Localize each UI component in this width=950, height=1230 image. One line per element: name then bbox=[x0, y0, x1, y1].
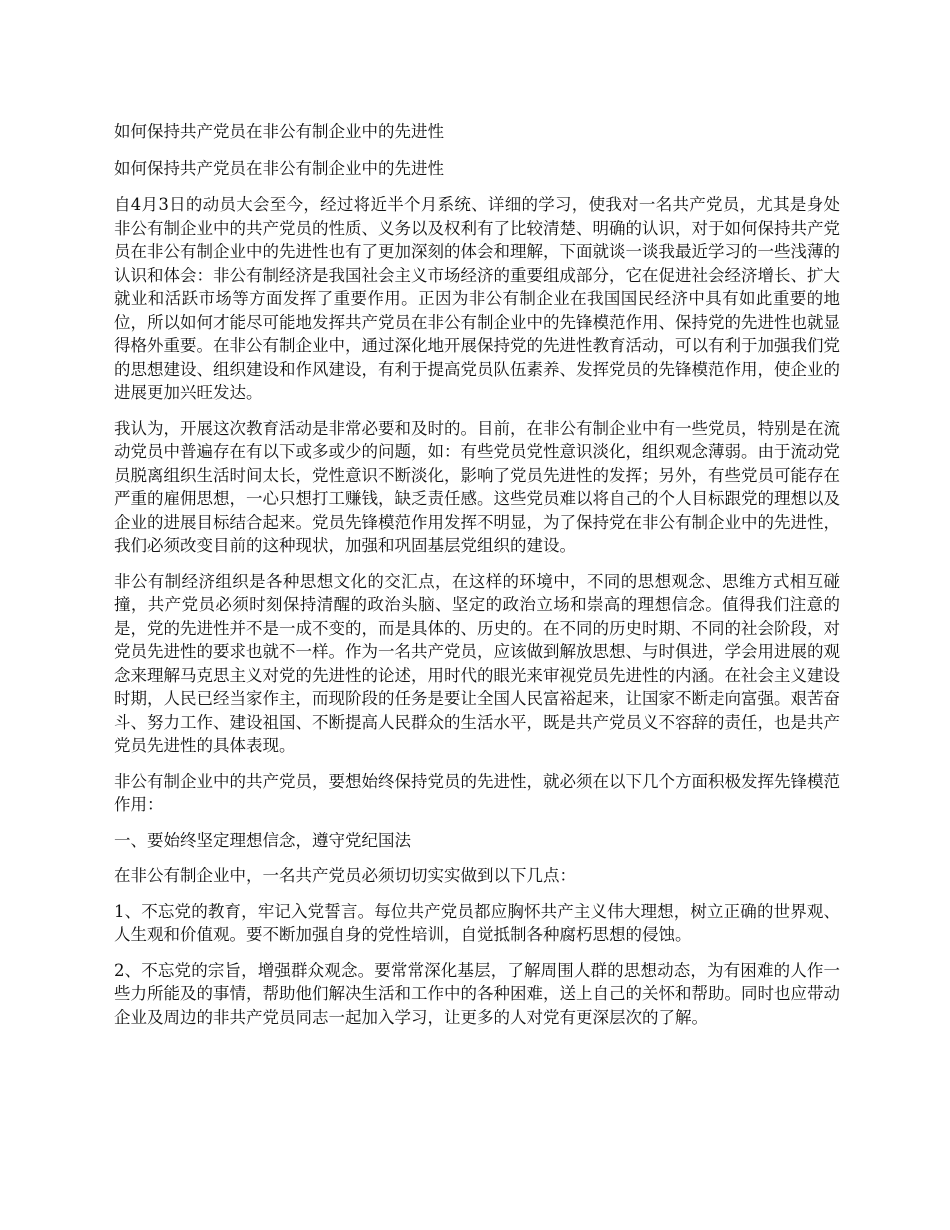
document-page bbox=[114, 120, 840, 1041]
paragraph-requirements: 非公有制企业中的共产党员，要想始终保持党员的先进性，就必须在以下几个方面积极发挥先锋模范作用： bbox=[114, 771, 840, 814]
list-item-1: 1、不忘党的教育，牢记入党誓言。每位共产党员都应胸怀共产主义伟大理想，树立正确的世界观、人生观和价值观。要不断加强自身的党性培训，自觉抵制各种腐朽思想的侵蚀。 bbox=[114, 901, 840, 944]
paragraph-points-intro: 在非公有制企业中，一名共产党员必须切切实实做到以下几点： bbox=[114, 866, 576, 885]
paragraph-necessity: 我认为，开展这次教育活动是非常必要和及时的。目前，在非公有制企业中有一些党员，特别是在流动党员中普遍存在有以下或多或少的问题，如：有些党员党性意识淡化，组织观念薄弱。由于流动党员脱离组织生活时间太长，党性意识不断淡化，影响了党员先进性的发挥；另外，有些党员可能存在严重的雇佣思想，一心只想打工赚钱，缺乏责任感。这些党员难以将自己的个人目标跟党的理想以及企业的进展目标结合起来。党员先锋模范作用发挥不明显，为了保持党在非公有制企业中的先进性，我们必须改变目前的这种现状，加强和巩固基层党组织的建设。 bbox=[114, 418, 840, 555]
list-item-2: 2、不忘党的宗旨，增强群众观念。要常常深化基层，了解周围人群的思想动态，为有困难的人作一些力所能及的事情，帮助他们解决生活和工作中的各种困难，送上自己的关怀和帮助。同时也应带动企业及周边的非共产党员同志一起加入学习，让更多的人对党有更深层次的了解。 bbox=[114, 960, 840, 1027]
section-heading-1: 一、要始终坚定理想信念，遵守党纪国法 bbox=[114, 830, 411, 850]
document-title: 如何保持共产党员在非公有制企业中的先进性 bbox=[114, 122, 444, 141]
document-subtitle: 如何保持共产党员在非公有制企业中的先进性 bbox=[114, 158, 444, 178]
paragraph-intro: 自4月3日的动员大会至今，经过将近半个月系统、详细的学习，使我对一名共产党员，尤其是身处非公有制企业中的共产党员的性质、义务以及权利有了比较清楚、明确的认识，对于如何保持共产党员在非公有制企业中的先进性也有了更加深刻的体会和理解，下面就谈一谈我最近学习的一些浅薄的认识和体会：非公有制经济是我国社会主义市场经济的重要组成部分，它在促进社会经济增长、扩大就业和活跃市场等方面发挥了重要作用。正因为非公有制企业在我国国民经济中具有如此重要的地位，所以如何才能尽可能地发挥共产党员在非公有制企业中的先锋模范作用、保持党的先进性也就显得格外重要。在非公有制企业中，通过深化地开展保持党的先进性教育活动，可以有利于加强我们党的思想建设、组织建设和作风建设，有利于提高党员队伍素养、发挥党员的先锋模范作用，使企业的进展更加兴旺发达。 bbox=[114, 195, 840, 402]
paragraph-ideology: 非公有制经济组织是各种思想文化的交汇点，在这样的环境中，不同的思想观念、思维方式相互碰撞，共产党员必须时刻保持清醒的政治头脑、坚定的政治立场和崇高的理想信念。值得我们注意的是，党的先进性并不是一成不变的，而是具体的、历史的。在不同的历史时期、不同的社会阶段，对党员先进性的要求也就不一样。作为一名共产党员，应该做到解放思想、与时俱进，学会用进展的观念来理解马克思主义对党的先进性的论述，用时代的眼光来审视党员先进性的内涵。在社会主义建设时期，人民已经当家作主，而现阶段的任务是要让全国人民富裕起来，让国家不断走向富强。艰苦奋斗、努力工作、建设祖国、不断提高人民群众的生活水平，既是共产党员义不容辞的责任，也是共产党员先进性的具体表现。 bbox=[114, 571, 840, 755]
